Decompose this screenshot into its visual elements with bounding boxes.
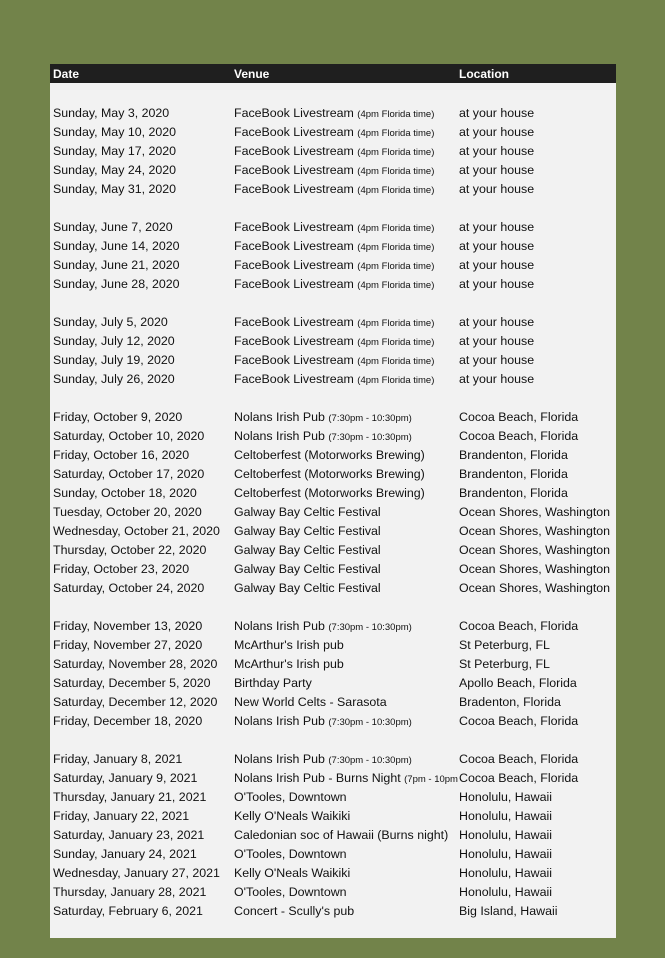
row-date: Sunday, May 17, 2020	[53, 144, 177, 158]
row-date: Friday, November 27, 2020	[53, 638, 203, 652]
row-venue	[234, 372, 458, 386]
row-date: Friday, January 22, 2021	[53, 809, 190, 823]
row-location: Cocoa Beach, Florida	[459, 771, 579, 785]
table-row	[50, 712, 616, 731]
table-row	[50, 104, 616, 123]
row-venue-note: (4pm Florida time)	[357, 166, 435, 177]
row-location: at your house	[459, 106, 535, 120]
row-venue-name: Caledonian soc of Hawaii (Burns night)	[234, 828, 449, 842]
row-date: Sunday, June 14, 2020	[53, 239, 180, 253]
row-venue	[234, 543, 458, 557]
row-venue	[234, 828, 458, 842]
row-date: Friday, October 9, 2020	[53, 410, 183, 424]
row-venue-name: Nolans Irish Pub	[234, 752, 325, 766]
row-location: Ocean Shores, Washington	[459, 505, 611, 519]
row-venue-note: (7:30pm - 10:30pm)	[328, 413, 412, 424]
row-venue-note: (4pm Florida time)	[357, 242, 435, 253]
row-venue	[234, 524, 458, 538]
row-location: Cocoa Beach, Florida	[459, 714, 579, 728]
row-location: Ocean Shores, Washington	[459, 524, 611, 538]
header-date: Date	[53, 67, 80, 81]
row-venue	[234, 676, 458, 690]
row-venue-name: Concert - Scully's pub	[234, 904, 355, 918]
row-venue-name: FaceBook Livestream	[234, 239, 354, 253]
row-location: at your house	[459, 144, 535, 158]
row-location: at your house	[459, 163, 535, 177]
row-venue	[234, 125, 458, 139]
row-venue-note: (4pm Florida time)	[357, 128, 435, 139]
row-date: Friday, November 13, 2020	[53, 619, 203, 633]
table-row	[50, 788, 616, 807]
row-location: Honolulu, Hawaii	[459, 885, 552, 899]
header-venue: Venue	[234, 67, 270, 81]
row-venue	[234, 562, 458, 576]
row-venue-name: O'Tooles, Downtown	[234, 885, 347, 899]
row-venue-name: FaceBook Livestream	[234, 372, 354, 386]
row-venue-name: Kelly O'Neals Waikiki	[234, 866, 351, 880]
row-date: Sunday, January 24, 2021	[53, 847, 197, 861]
table-row	[50, 161, 616, 180]
row-venue	[234, 885, 458, 899]
row-venue	[234, 144, 458, 158]
row-location: at your house	[459, 258, 535, 272]
row-venue-note: (7:30pm - 10:30pm)	[328, 622, 412, 633]
row-venue	[234, 334, 458, 348]
header-location: Location	[459, 67, 509, 81]
row-venue	[234, 353, 458, 367]
row-venue	[234, 239, 458, 253]
schedule-sheet	[50, 64, 616, 938]
table-row	[50, 541, 616, 560]
row-venue-name: Nolans Irish Pub - Burns Night	[234, 771, 401, 785]
row-location: at your house	[459, 277, 535, 291]
row-location: at your house	[459, 220, 535, 234]
row-venue	[234, 505, 458, 519]
table-row	[50, 446, 616, 465]
row-location: Cocoa Beach, Florida	[459, 410, 579, 424]
row-venue-name: Galway Bay Celtic Festival	[234, 543, 381, 557]
table-row	[50, 256, 616, 275]
table-row	[50, 332, 616, 351]
row-venue	[234, 486, 458, 500]
table-row	[50, 807, 616, 826]
row-venue-note: (7:30pm - 10:30pm)	[328, 717, 412, 728]
row-venue	[234, 866, 458, 880]
row-venue	[234, 467, 458, 481]
row-date: Sunday, May 10, 2020	[53, 125, 177, 139]
row-date: Sunday, June 28, 2020	[53, 277, 180, 291]
row-venue-name: Nolans Irish Pub	[234, 619, 325, 633]
row-venue	[234, 657, 458, 671]
row-date: Friday, January 8, 2021	[53, 752, 183, 766]
row-location: Ocean Shores, Washington	[459, 543, 611, 557]
row-date: Saturday, October 24, 2020	[53, 581, 205, 595]
row-location: Honolulu, Hawaii	[459, 790, 552, 804]
row-date: Saturday, October 10, 2020	[53, 429, 205, 443]
row-date: Friday, October 23, 2020	[53, 562, 190, 576]
table-row	[50, 693, 616, 712]
row-date: Sunday, July 26, 2020	[53, 372, 175, 386]
row-location: at your house	[459, 353, 535, 367]
row-location: Honolulu, Hawaii	[459, 809, 552, 823]
row-venue-name: FaceBook Livestream	[234, 258, 354, 272]
table-row	[50, 503, 616, 522]
row-venue-name: McArthur's Irish pub	[234, 657, 344, 671]
row-venue-name: FaceBook Livestream	[234, 163, 354, 177]
row-date: Sunday, October 18, 2020	[53, 486, 197, 500]
row-venue-note: (4pm Florida time)	[357, 318, 435, 329]
row-date: Saturday, December 5, 2020	[53, 676, 211, 690]
row-date: Sunday, June 21, 2020	[53, 258, 180, 272]
table-row	[50, 864, 616, 883]
row-venue	[234, 410, 458, 424]
row-venue-name: FaceBook Livestream	[234, 125, 354, 139]
row-venue-name: FaceBook Livestream	[234, 106, 354, 120]
row-venue	[234, 182, 458, 196]
row-venue-name: FaceBook Livestream	[234, 144, 354, 158]
row-venue-name: Celtoberfest (Motorworks Brewing)	[234, 467, 425, 481]
row-venue-name: Galway Bay Celtic Festival	[234, 581, 381, 595]
table-row	[50, 275, 616, 294]
table-row	[50, 560, 616, 579]
row-date: Saturday, January 9, 2021	[53, 771, 198, 785]
row-venue-note: (4pm Florida time)	[357, 147, 435, 158]
row-date: Saturday, October 17, 2020	[53, 467, 205, 481]
row-venue-name: Birthday Party	[234, 676, 312, 690]
table-row	[50, 769, 616, 788]
table-row	[50, 484, 616, 503]
row-venue-note: (4pm Florida time)	[357, 280, 435, 291]
row-venue-name: Galway Bay Celtic Festival	[234, 505, 381, 519]
row-venue	[234, 220, 458, 234]
table-row	[50, 636, 616, 655]
table-row	[50, 617, 616, 636]
row-date: Sunday, July 12, 2020	[53, 334, 175, 348]
row-venue	[234, 448, 458, 462]
row-venue-name: Celtoberfest (Motorworks Brewing)	[234, 448, 425, 462]
row-venue-name: O'Tooles, Downtown	[234, 847, 347, 861]
row-venue	[234, 771, 458, 785]
row-date: Sunday, May 31, 2020	[53, 182, 177, 196]
row-date: Thursday, October 22, 2020	[53, 543, 207, 557]
row-venue-name: Kelly O'Neals Waikiki	[234, 809, 351, 823]
row-venue	[234, 163, 458, 177]
row-venue-name: Nolans Irish Pub	[234, 429, 325, 443]
row-venue-name: FaceBook Livestream	[234, 220, 354, 234]
row-venue-name: FaceBook Livestream	[234, 315, 354, 329]
row-date: Saturday, February 6, 2021	[53, 904, 203, 918]
table-row	[50, 142, 616, 161]
row-date: Wednesday, January 27, 2021	[53, 866, 220, 880]
row-date: Sunday, July 19, 2020	[53, 353, 175, 367]
table-row	[50, 123, 616, 142]
row-date: Thursday, January 21, 2021	[53, 790, 207, 804]
row-location: at your house	[459, 334, 535, 348]
row-location: at your house	[459, 315, 535, 329]
row-venue	[234, 695, 458, 709]
row-venue-name: FaceBook Livestream	[234, 334, 354, 348]
row-location: Bradenton, Florida	[459, 695, 561, 709]
row-location: Ocean Shores, Washington	[459, 562, 611, 576]
table-row	[50, 370, 616, 389]
row-location: Cocoa Beach, Florida	[459, 429, 579, 443]
row-venue-note: (4pm Florida time)	[357, 223, 435, 234]
table-row	[50, 522, 616, 541]
row-location: Honolulu, Hawaii	[459, 847, 552, 861]
row-venue-note: (4pm Florida time)	[357, 356, 435, 367]
table-row	[50, 351, 616, 370]
table-row	[50, 180, 616, 199]
row-venue	[234, 752, 458, 766]
row-location: at your house	[459, 372, 535, 386]
row-date: Sunday, May 24, 2020	[53, 163, 177, 177]
table-row	[50, 750, 616, 769]
table-row	[50, 237, 616, 256]
row-location: Brandenton, Florida	[459, 448, 568, 462]
row-date: Saturday, December 12, 2020	[53, 695, 218, 709]
row-venue-name: Nolans Irish Pub	[234, 714, 325, 728]
row-date: Friday, December 18, 2020	[53, 714, 203, 728]
row-date: Saturday, November 28, 2020	[53, 657, 218, 671]
row-location: at your house	[459, 182, 535, 196]
row-location: Honolulu, Hawaii	[459, 866, 552, 880]
row-venue	[234, 809, 458, 823]
row-location: Cocoa Beach, Florida	[459, 752, 579, 766]
row-venue-note: (4pm Florida time)	[357, 109, 435, 120]
table-row	[50, 427, 616, 446]
row-date: Sunday, June 7, 2020	[53, 220, 173, 234]
row-venue-name: McArthur's Irish pub	[234, 638, 344, 652]
row-venue-name: Galway Bay Celtic Festival	[234, 562, 381, 576]
row-venue-note: (7:30pm - 10:30pm)	[328, 432, 412, 443]
table-row	[50, 465, 616, 484]
row-venue	[234, 258, 458, 272]
schedule-rows	[50, 64, 616, 938]
row-location: at your house	[459, 239, 535, 253]
row-venue-name: Nolans Irish Pub	[234, 410, 325, 424]
row-location: St Peterburg, FL	[459, 638, 550, 652]
row-location: Honolulu, Hawaii	[459, 828, 552, 842]
row-venue	[234, 581, 458, 595]
row-venue-name: FaceBook Livestream	[234, 277, 354, 291]
row-venue-note: (4pm Florida time)	[357, 375, 435, 386]
table-row	[50, 218, 616, 237]
table-row	[50, 845, 616, 864]
row-location: Apollo Beach, Florida	[459, 676, 577, 690]
table-row	[50, 883, 616, 902]
table-row	[50, 674, 616, 693]
row-venue-note: (7pm - 10pm	[404, 774, 458, 785]
table-row	[50, 902, 616, 921]
row-venue	[234, 714, 458, 728]
table-row	[50, 826, 616, 845]
table-row	[50, 579, 616, 598]
row-location: Ocean Shores, Washington	[459, 581, 611, 595]
table-row	[50, 655, 616, 674]
row-venue-note: (4pm Florida time)	[357, 337, 435, 348]
row-location: Brandenton, Florida	[459, 467, 568, 481]
row-venue-name: FaceBook Livestream	[234, 353, 354, 367]
row-date: Friday, October 16, 2020	[53, 448, 190, 462]
row-venue-name: Galway Bay Celtic Festival	[234, 524, 381, 538]
row-venue	[234, 277, 458, 291]
table-row	[50, 313, 616, 332]
row-date: Thursday, January 28, 2021	[53, 885, 207, 899]
row-venue-note: (7:30pm - 10:30pm)	[328, 755, 412, 766]
row-location: Big Island, Hawaii	[459, 904, 558, 918]
row-date: Saturday, January 23, 2021	[53, 828, 205, 842]
row-venue	[234, 429, 458, 443]
row-venue-note: (4pm Florida time)	[357, 185, 435, 196]
row-venue-name: O'Tooles, Downtown	[234, 790, 347, 804]
row-venue	[234, 315, 458, 329]
row-location: St Peterburg, FL	[459, 657, 550, 671]
row-date: Tuesday, October 20, 2020	[53, 505, 202, 519]
row-venue	[234, 847, 458, 861]
row-venue	[234, 638, 458, 652]
row-date: Sunday, July 5, 2020	[53, 315, 168, 329]
row-location: Brandenton, Florida	[459, 486, 568, 500]
row-venue	[234, 790, 458, 804]
row-venue	[234, 904, 458, 918]
row-venue	[234, 106, 458, 120]
row-date: Wednesday, October 21, 2020	[53, 524, 220, 538]
row-date: Sunday, May 3, 2020	[53, 106, 170, 120]
row-venue-name: FaceBook Livestream	[234, 182, 354, 196]
row-location: at your house	[459, 125, 535, 139]
row-venue	[234, 619, 458, 633]
row-venue-name: New World Celts - Sarasota	[234, 695, 387, 709]
row-venue-note: (4pm Florida time)	[357, 261, 435, 272]
row-venue-name: Celtoberfest (Motorworks Brewing)	[234, 486, 425, 500]
row-location: Cocoa Beach, Florida	[459, 619, 579, 633]
table-row	[50, 408, 616, 427]
